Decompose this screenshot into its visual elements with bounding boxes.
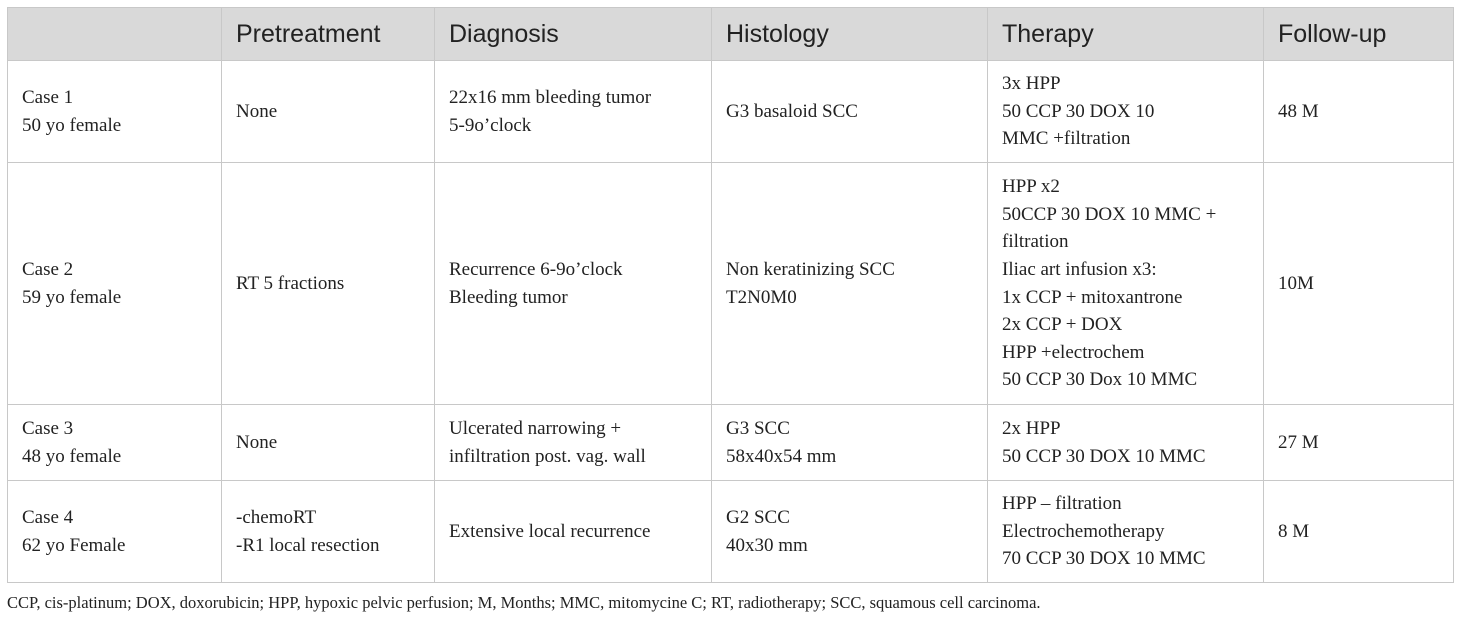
cell-histology [712, 405, 988, 481]
cell-line: Extensive local recurrence [449, 520, 651, 542]
cell-line: 48 yo female [22, 445, 122, 467]
header-histology: Histology [712, 8, 988, 61]
cell-line: Case 4 [22, 506, 74, 528]
cell-line: 2x HPP [1002, 417, 1061, 439]
cell-line: Electrochemotherapy [1002, 520, 1165, 542]
cell-line: Iliac art infusion x3: [1002, 258, 1157, 280]
cell-line: G2 SCC [726, 506, 790, 528]
cell-line: -chemoRT [236, 506, 317, 528]
cell-line: 58x40x54 mm [726, 445, 837, 467]
cell-pretreatment [222, 481, 435, 583]
cell-therapy [988, 163, 1264, 405]
cell-line: MMC +filtration [1002, 128, 1131, 150]
cell-line: 27 M [1278, 431, 1319, 453]
case-table [7, 7, 1454, 583]
header-follow-up: Follow-up [1264, 8, 1454, 61]
cell-line: HPP x2 [1002, 176, 1060, 198]
cell-line: HPP +electrochem [1002, 341, 1145, 363]
cell-case [8, 481, 222, 583]
header-row [8, 8, 1454, 61]
cell-line: 3x HPP [1002, 73, 1061, 95]
cell-histology [712, 61, 988, 163]
cell-line: 1x CCP + mitoxantrone [1002, 286, 1183, 308]
cell-line: 59 yo female [22, 286, 122, 308]
cell-case [8, 61, 222, 163]
cell-line: 22x16 mm bleeding tumor [449, 86, 652, 108]
cell-diagnosis [435, 163, 712, 405]
cell-therapy [988, 61, 1264, 163]
cell-line: Case 3 [22, 417, 74, 439]
table-row-case-4 [8, 481, 1454, 583]
cell-pretreatment [222, 61, 435, 163]
cell-follow-up [1264, 163, 1454, 405]
cell-line: Recurrence 6-9o’clock [449, 258, 623, 280]
table-row-case-2 [8, 163, 1454, 405]
cell-line: 10M [1278, 272, 1314, 294]
cell-line: None [236, 100, 278, 122]
cell-line: filtration [1002, 231, 1069, 253]
cell-diagnosis [435, 61, 712, 163]
cell-line: None [236, 431, 278, 453]
cell-follow-up [1264, 481, 1454, 583]
cell-line: 8 M [1278, 520, 1310, 542]
cell-line: 48 M [1278, 100, 1319, 122]
cell-line: Bleeding tumor [449, 286, 568, 308]
cell-therapy [988, 481, 1264, 583]
cell-line: 2x CCP + DOX [1002, 314, 1123, 336]
cell-line: T2N0M0 [726, 286, 797, 308]
cell-histology [712, 481, 988, 583]
cell-pretreatment [222, 163, 435, 405]
cell-line: G3 basaloid SCC [726, 100, 858, 122]
header-pretreatment: Pretreatment [222, 8, 435, 61]
cell-line: 70 CCP 30 DOX 10 MMC [1002, 548, 1206, 570]
cell-case [8, 405, 222, 481]
cell-line: Case 1 [22, 86, 74, 108]
cell-line: 62 yo Female [22, 534, 126, 556]
cell-line: Ulcerated narrowing + [449, 417, 622, 439]
cell-diagnosis [435, 405, 712, 481]
table-footnote: CCP, cis-platinum; DOX, doxorubicin; HPP, hypoxic pelvic perfusion; M, Months; MMC, mitomycine C; RT, radiotherapy; SCC, squamous cell carcinoma. [7, 593, 1041, 612]
table-row-case-3 [8, 405, 1454, 481]
cell-line: infiltration post. vag. wall [449, 445, 646, 467]
cell-line: 50 CCP 30 Dox 10 MMC [1002, 369, 1198, 391]
cell-line: 50 CCP 30 DOX 10 MMC [1002, 445, 1206, 467]
cell-line: HPP – filtration [1002, 493, 1122, 515]
cell-follow-up [1264, 405, 1454, 481]
cell-line: Non keratinizing SCC [726, 258, 895, 280]
cell-line: 40x30 mm [726, 534, 808, 556]
cell-line: 50 yo female [22, 114, 122, 136]
cell-line: -R1 local resection [236, 534, 380, 556]
cell-line: RT 5 fractions [236, 272, 345, 294]
cell-diagnosis [435, 481, 712, 583]
cell-line: 50 CCP 30 DOX 10 [1002, 100, 1155, 122]
cell-case [8, 163, 222, 405]
cell-therapy [988, 405, 1264, 481]
header-diagnosis: Diagnosis [435, 8, 712, 61]
cell-follow-up [1264, 61, 1454, 163]
cell-line: G3 SCC [726, 417, 790, 439]
cell-histology [712, 163, 988, 405]
cell-pretreatment [222, 405, 435, 481]
header-therapy: Therapy [988, 8, 1264, 61]
table-row-case-1 [8, 61, 1454, 163]
header-case [8, 8, 222, 61]
cell-line: 5-9o’clock [449, 114, 532, 136]
cell-line: Case 2 [22, 258, 74, 280]
cell-line: 50CCP 30 DOX 10 MMC + [1002, 203, 1217, 225]
